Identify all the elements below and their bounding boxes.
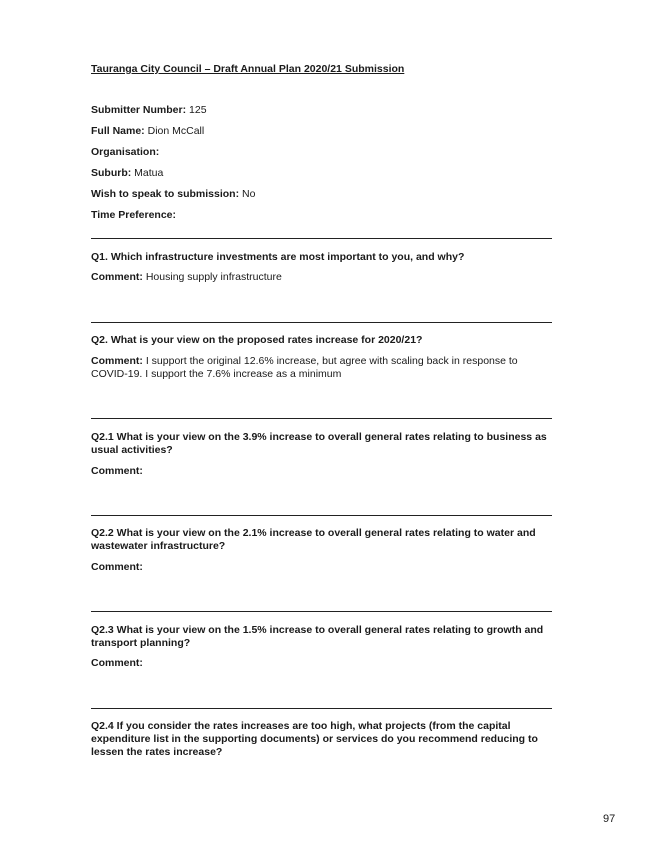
divider: [91, 322, 552, 323]
full-name-label: Full Name:: [91, 125, 145, 137]
comment-text: I support the original 12.6% increase, but agree with scaling back in response to COVID-19. I support the 7.6% increase as a minimum: [91, 355, 518, 380]
submitter-number-label: Submitter Number:: [91, 104, 187, 116]
divider: [91, 708, 552, 709]
suburb-field: [91, 167, 163, 179]
time-preference-label: Time Preference:: [91, 209, 177, 221]
comment-q2-2: [91, 561, 553, 574]
speak-value: No: [242, 188, 256, 200]
time-preference-field: [91, 209, 176, 221]
suburb-value: Matua: [134, 167, 164, 179]
question-q2-3: Q2.3 What is your view on the 1.5% increase to overall general rates relating to growth and transport planning?: [91, 624, 544, 649]
question-q2-4: Q2.4 If you consider the rates increases are too high, what projects (from the capital expenditure list in the supporting documents) or services do you recommend reducing to lessen the rates increase?: [91, 720, 538, 758]
organisation-field: [91, 146, 159, 158]
document-title: Tauranga City Council – Draft Annual Plan 2020/21 Submission: [91, 63, 405, 75]
comment-q2-3: [91, 657, 553, 670]
comment-text: Housing supply infrastructure: [145, 271, 282, 283]
question-q2: Q2. What is your view on the proposed rates increase for 2020/21?: [91, 334, 423, 346]
comment-label: Comment:: [91, 561, 143, 573]
speak-label: Wish to speak to submission:: [91, 188, 240, 200]
comment-q2: [91, 355, 553, 381]
full-name-value: Dion McCall: [147, 125, 205, 137]
divider: [91, 611, 552, 612]
suburb-label: Suburb:: [91, 167, 132, 179]
comment-label: Comment:: [91, 271, 143, 283]
comment-label: Comment:: [91, 355, 143, 367]
divider: [91, 238, 552, 239]
page-number: 97: [603, 813, 616, 825]
comment-q1: [91, 271, 553, 284]
submitter-number-field: [91, 104, 207, 116]
divider: [91, 515, 552, 516]
comment-label: Comment:: [91, 657, 143, 669]
submitter-number-value: 125: [189, 104, 207, 116]
speak-field: [91, 188, 255, 200]
question-q2-1: Q2.1 What is your view on the 3.9% increase to overall general rates relating to business as usual activities?: [91, 431, 547, 456]
organisation-label: Organisation:: [91, 146, 160, 158]
divider: [91, 418, 552, 419]
comment-q2-1: [91, 465, 553, 478]
comment-label: Comment:: [91, 465, 143, 477]
question-q1: Q1. Which infrastructure investments are most important to you, and why?: [91, 251, 465, 263]
question-q2-2: Q2.2 What is your view on the 2.1% increase to overall general rates relating to water and wastewater infrastructure?: [91, 527, 536, 552]
full-name-field: [91, 125, 204, 137]
